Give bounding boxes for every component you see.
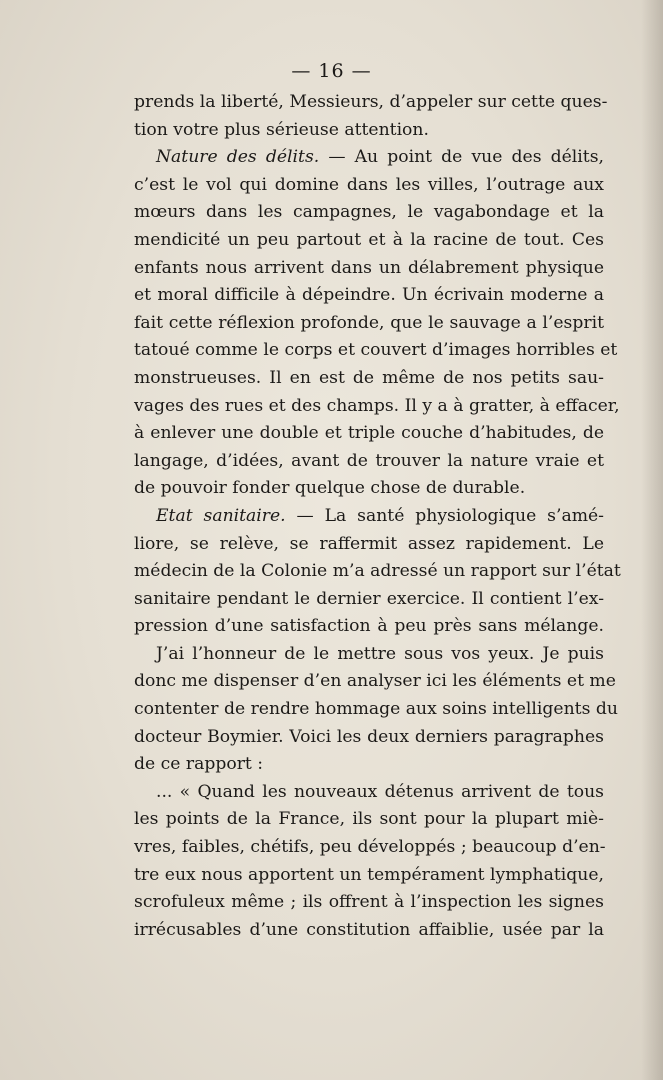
line-text: ... « Quand les nouveaux détenus arrivent de tous bbox=[156, 781, 604, 802]
text-line bbox=[134, 862, 604, 890]
line-text: donc me dispenser d’en analyser ici les éléments et me bbox=[134, 671, 616, 692]
text-line bbox=[134, 199, 604, 227]
text-line bbox=[134, 475, 604, 503]
text-line bbox=[134, 834, 604, 862]
line-text: vages des rues et des champs. Il y a à gratter, à effacer, bbox=[134, 395, 620, 416]
line-text: tatoué comme le corps et couvert d’images horribles et bbox=[134, 340, 618, 361]
text-line bbox=[134, 172, 604, 200]
text-line bbox=[134, 144, 604, 172]
line-text: enfants nous arrivent dans un délabrement physique bbox=[134, 257, 604, 278]
line-text: — La santé physiologique s’amé- bbox=[285, 505, 604, 526]
line-text: scrofuleux même ; ils offrent à l’inspection les signes bbox=[134, 892, 604, 913]
line-text: tion votre plus sérieuse attention. bbox=[134, 119, 429, 140]
text-line bbox=[134, 917, 604, 945]
line-text: fait cette réflexion profonde, que le sauvage a l’esprit bbox=[134, 312, 604, 333]
text-line bbox=[134, 779, 604, 807]
text-line bbox=[134, 668, 616, 696]
line-text: pression d’une satisfaction à peu près sans mélange. bbox=[134, 616, 604, 637]
text-line bbox=[134, 310, 604, 338]
text-line bbox=[134, 586, 604, 614]
line-text: et moral difficile à dépeindre. Un écrivain moderne a bbox=[134, 285, 604, 306]
text-line bbox=[134, 255, 604, 283]
line-text: liore, se relève, se raffermit assez rapidement. Le bbox=[134, 533, 604, 554]
text-line bbox=[134, 282, 604, 310]
text-line bbox=[134, 448, 604, 476]
line-text: de ce rapport : bbox=[134, 754, 264, 775]
section-rubric: Etat sanitaire. bbox=[156, 505, 286, 526]
line-text: langage, d’idées, avant de trouver la nature vraie et bbox=[134, 450, 604, 471]
line-text: sanitaire pendant le dernier exercice. Il contient l’ex- bbox=[134, 588, 604, 609]
text-line bbox=[134, 806, 604, 834]
page-number: — 16 — bbox=[291, 60, 372, 82]
text-line bbox=[134, 393, 620, 421]
text-line bbox=[134, 337, 618, 365]
line-text: irrécusables d’une constitution affaiblie, usée par la bbox=[134, 919, 604, 940]
body-text bbox=[134, 89, 621, 944]
text-line bbox=[134, 227, 604, 255]
text-line bbox=[134, 889, 604, 917]
line-text: les points de la France, ils sont pour la plupart miè- bbox=[134, 809, 604, 830]
line-text: contenter de rendre hommage aux soins intelligents du bbox=[134, 699, 618, 720]
line-text: vres, faibles, chétifs, peu développés ; beaucoup d’en- bbox=[134, 837, 606, 858]
text-line bbox=[134, 117, 604, 145]
line-text: docteur Boymier. Voici les deux derniers paragraphes bbox=[134, 726, 604, 747]
line-text: de pouvoir fonder quelque chose de durable. bbox=[134, 478, 526, 499]
line-text: — Au point de vue des délits, bbox=[319, 147, 604, 168]
line-text: médecin de la Colonie m’a adressé un rapport sur l’état bbox=[134, 561, 621, 582]
text-line bbox=[134, 641, 604, 669]
text-line bbox=[134, 420, 604, 448]
line-text: prends la liberté, Messieurs, d’appeler sur cette ques- bbox=[134, 92, 608, 112]
line-text: mœurs dans les campagnes, le vagabondage et la bbox=[134, 202, 604, 223]
line-text: mendicité un peu partout et à la racine de tout. Ces bbox=[134, 229, 604, 250]
line-text: à enlever une double et triple couche d’habitudes, de bbox=[134, 423, 604, 444]
line-text: J’ai l’honneur de le mettre sous vos yeux. Je puis bbox=[156, 643, 604, 664]
text-line bbox=[134, 696, 618, 724]
section-rubric: Nature des délits. bbox=[156, 147, 320, 168]
text-line bbox=[134, 613, 604, 641]
line-text: monstrueuses. Il en est de même de nos petits sau- bbox=[134, 367, 604, 388]
text-line bbox=[134, 531, 604, 559]
text-line bbox=[134, 365, 604, 393]
text-line bbox=[134, 89, 608, 117]
text-line bbox=[134, 724, 604, 752]
text-line bbox=[134, 751, 604, 779]
line-text: c’est le vol qui domine dans les villes, l’outrage aux bbox=[134, 174, 604, 195]
text-line bbox=[134, 558, 621, 586]
line-text: tre eux nous apportent un tempérament lymphatique, bbox=[134, 864, 604, 885]
text-line bbox=[134, 503, 604, 531]
page-gutter-shadow bbox=[641, 0, 663, 1080]
